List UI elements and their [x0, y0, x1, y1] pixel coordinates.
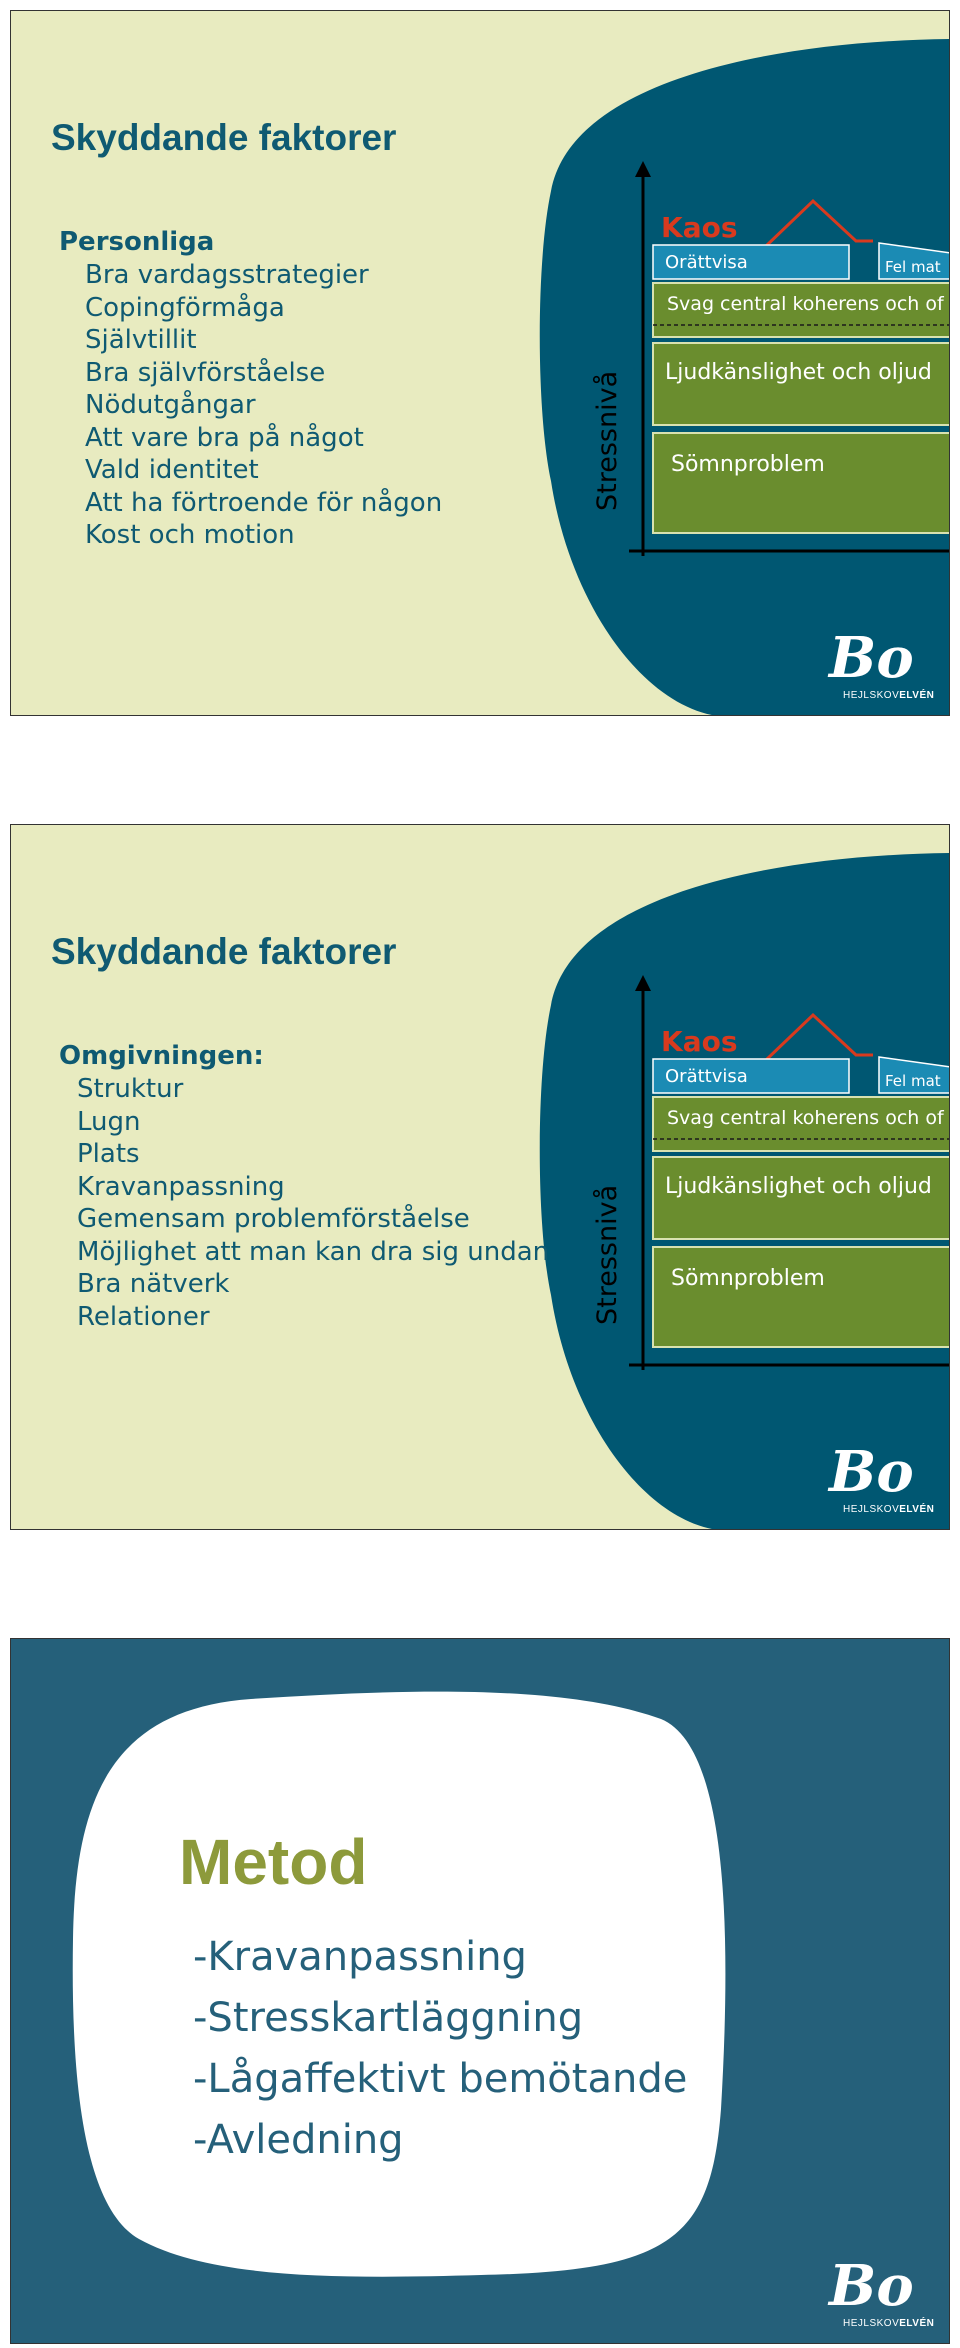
- y-axis-arrow-icon: [635, 975, 651, 991]
- list-item: Att ha förtroende för någon: [85, 487, 443, 518]
- list-item: -Lågaffektivt bemötande: [193, 2056, 688, 2102]
- slide-title: Skyddande faktorer: [51, 117, 397, 158]
- layer-sleep: [653, 433, 950, 533]
- list-item: Plats: [77, 1139, 140, 1169]
- list-item: Relationer: [77, 1301, 210, 1332]
- slide-title: Metod: [179, 1826, 368, 1898]
- list-item: Att vare bra på något: [85, 422, 364, 453]
- logo-mark: Bo: [829, 2253, 914, 2319]
- layer-sleep: [653, 1247, 950, 1347]
- stress-diagram: [11, 825, 950, 1530]
- list-item: Gemensam problemförståelse: [77, 1204, 470, 1234]
- list-item: -Stresskartläggning: [193, 1995, 584, 2041]
- list-item: Copingförmåga: [85, 292, 285, 323]
- stress-peak-line: [766, 201, 873, 246]
- axis-label: Stressnivå: [592, 1184, 623, 1325]
- y-axis-arrow-icon: [635, 161, 651, 177]
- axis-label: Stressnivå: [592, 370, 623, 511]
- unfairness-label: Orättvisa: [665, 1066, 748, 1087]
- slide-title: Skyddande faktorer: [51, 931, 397, 972]
- logo-mark: Bo: [829, 1439, 914, 1505]
- slide-3: [10, 1638, 950, 2344]
- list-item: Bra självförståelse: [85, 357, 326, 388]
- wrong-food-label: Fel mat: [885, 1072, 941, 1090]
- chaos-label: Kaos: [661, 1025, 738, 1058]
- slide-1: [10, 10, 950, 716]
- layer-coherence-label: Svag central koherens och of: [667, 1107, 944, 1129]
- list-item: Lugn: [77, 1106, 141, 1137]
- list-item: Självtillit: [85, 325, 197, 355]
- layer-noise-label: Ljudkänslighet och oljud: [665, 1174, 932, 1199]
- logo-subtitle: HEJLSKOVELVÉN: [843, 2318, 935, 2329]
- logo-subtitle: HEJLSKOVELVÉN: [843, 1504, 935, 1515]
- logo: [821, 1439, 941, 1519]
- list-item: Nödutgångar: [85, 390, 256, 420]
- method-list: [193, 1927, 687, 2171]
- list-item: Kravanpassning: [77, 1171, 285, 1202]
- list-item: Möjlighet att man kan dra sig undan: [77, 1236, 550, 1267]
- list-heading: Omgivningen:: [59, 1041, 264, 1071]
- logo: [821, 625, 941, 705]
- slide-2: [10, 824, 950, 1530]
- stress-diagram: [11, 11, 950, 716]
- list-item: Bra nätverk: [77, 1269, 230, 1299]
- logo: [821, 2253, 941, 2333]
- list-item: Vald identitet: [85, 455, 259, 485]
- list-item: Bra vardagsstrategier: [85, 260, 369, 290]
- chaos-label: Kaos: [661, 211, 738, 244]
- unfairness-label: Orättvisa: [665, 252, 748, 273]
- list-item: -Avledning: [193, 2117, 404, 2163]
- layer-sleep-label: Sömnproblem: [671, 1266, 825, 1291]
- list-item: -Kravanpassning: [193, 1934, 527, 1980]
- stress-peak-line: [766, 1015, 873, 1060]
- wrong-food-label: Fel mat: [885, 258, 941, 276]
- logo-mark: Bo: [829, 625, 914, 691]
- layer-sleep-label: Sömnproblem: [671, 452, 825, 477]
- list-heading: Personliga: [59, 227, 215, 257]
- list-item: Struktur: [77, 1074, 184, 1104]
- layer-coherence-label: Svag central koherens och of: [667, 293, 944, 315]
- layer-noise-label: Ljudkänslighet och oljud: [665, 360, 932, 385]
- logo-subtitle: HEJLSKOVELVÉN: [843, 690, 935, 701]
- list-item: Kost och motion: [85, 520, 295, 550]
